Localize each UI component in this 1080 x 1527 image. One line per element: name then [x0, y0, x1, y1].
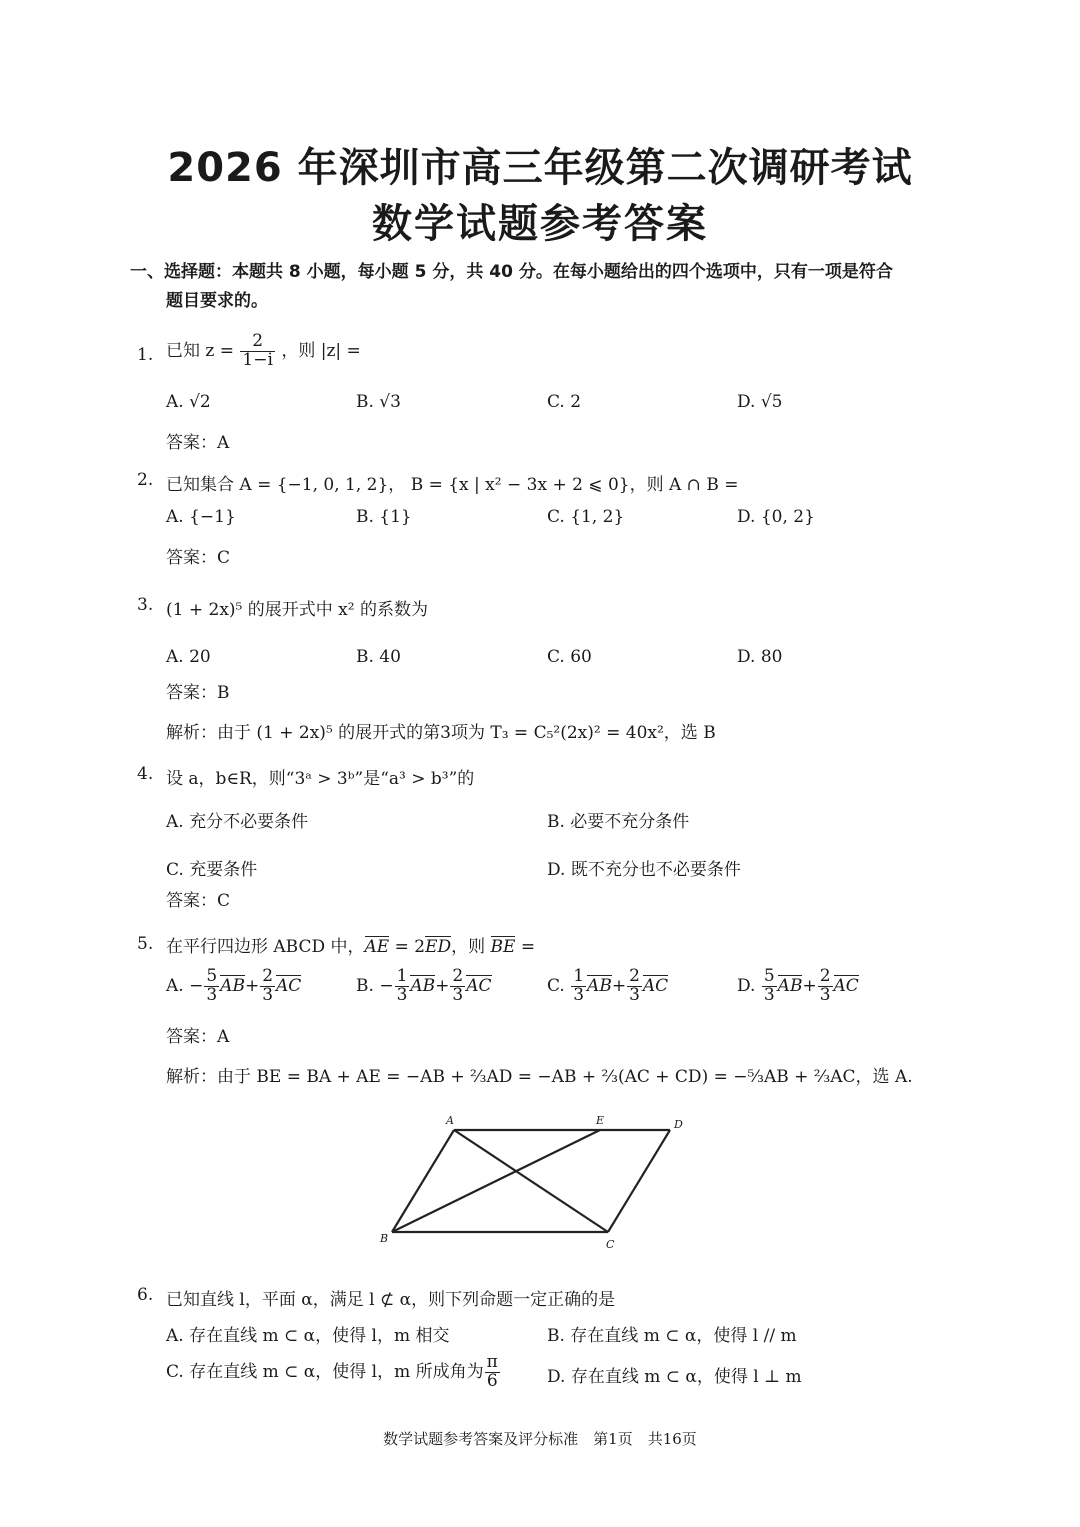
q5-stem-post: ，则	[451, 937, 491, 957]
q4-option-c: C. 充要条件	[166, 860, 258, 880]
q2-answer	[166, 543, 230, 568]
coef1-den: 3	[763, 984, 775, 1005]
q6-option-c-text: C. 存在直线 m ⊂ α，使得 l，m 所成角为	[166, 1361, 484, 1382]
q1-answer-value: A	[217, 433, 230, 453]
q6-option-b: B. 存在直线 m ⊂ α，使得 l // m	[547, 1326, 797, 1346]
q3-option-c: C. 60	[547, 647, 592, 667]
q3-analysis-text: 由于 (1 + 2x)⁵ 的展开式的第3项为 T₃ = C₅²(2x)² = 40x²，选 B	[217, 723, 716, 743]
q4-option-b: B. 必要不充分条件	[547, 812, 690, 832]
coef1-fraction	[204, 968, 219, 1005]
q4-option-d: D. 既不充分也不必要条件	[547, 860, 741, 880]
vector-ac: AC	[642, 975, 669, 996]
coef2-num: 2	[262, 966, 274, 986]
q1-stem-post: ，则 |z| =	[281, 340, 361, 361]
q2-option-d: D. {0, 2}	[737, 507, 815, 527]
coef2-den: 3	[452, 984, 464, 1005]
q1-stem-pre: 已知 z =	[166, 340, 240, 361]
vector-ac: AC	[276, 975, 302, 996]
q6-option-c	[166, 1354, 501, 1391]
answer-label: 答案：	[166, 548, 217, 568]
label-c: C	[606, 1238, 615, 1251]
q6-angle-fraction	[485, 1354, 500, 1391]
coef2-fraction	[627, 968, 642, 1005]
q6-option-d: D. 存在直线 m ⊂ α，使得 l ⊥ m	[547, 1367, 802, 1387]
q6-frac-num: π	[486, 1352, 498, 1372]
option-letter: B.	[356, 975, 374, 996]
q3-number: 3.	[137, 595, 154, 615]
q2-answer-value: C	[217, 548, 231, 568]
q3-answer-value: B	[217, 683, 230, 703]
label-d: D	[674, 1118, 683, 1131]
q5-number: 5.	[137, 934, 154, 954]
q5-answer	[166, 1022, 229, 1047]
q3-analysis	[166, 718, 716, 743]
q5-answer-value: A	[217, 1027, 230, 1047]
q1-option-d: D. √5	[737, 392, 783, 412]
coef-sign: −	[189, 975, 204, 996]
coef2-fraction	[260, 968, 275, 1005]
q5-option-a: A. − $\frac{5}{3}$ AB+ $\frac{2}{3}$ AC	[166, 966, 302, 1005]
analysis-label: 解析：	[166, 723, 217, 743]
answer-label: 答案：	[166, 433, 217, 453]
coef2-num: 2	[452, 966, 464, 986]
label-b: B	[380, 1232, 389, 1245]
q2-option-b: B. {1}	[356, 507, 412, 527]
q1-number: 1.	[137, 345, 154, 365]
q1-frac-num: 2	[240, 333, 275, 352]
q5-stem-pre: 在平行四边形 ABCD 中，	[166, 937, 365, 957]
q3-option-b: B. 40	[356, 647, 401, 667]
q5-vector-ed: ED	[425, 937, 452, 957]
coef2-fraction	[818, 968, 833, 1005]
section-line-1: 一、选择题：本题共 8 小题，每小题 5 分，共 40 分。在每小题给出的四个选项中，只有一项是符合	[130, 262, 893, 282]
coef1-fraction	[571, 968, 586, 1005]
vector-ab: AB	[587, 975, 612, 996]
option-letter: A.	[166, 975, 184, 996]
q1-frac-den: 1−i	[242, 349, 273, 370]
diagonal-ac	[454, 1130, 608, 1232]
q4-answer	[166, 886, 230, 911]
parallelogram-diagram	[370, 1110, 700, 1255]
coef2-den: 3	[819, 984, 831, 1005]
q3-stem: (1 + 2x)⁵ 的展开式中 x² 的系数为	[166, 600, 428, 620]
coef2-num: 2	[819, 966, 831, 986]
q5-stem-mid: = 2	[389, 937, 426, 957]
q5-option-b: B. − $\frac{1}{3}$ AB+ $\frac{2}{3}$ AC	[356, 966, 492, 1005]
option-letter: D.	[737, 975, 756, 996]
analysis-label: 解析：	[166, 1067, 217, 1087]
coef1-den: 3	[396, 984, 408, 1005]
coef1-num: 1	[396, 966, 408, 986]
answer-label: 答案：	[166, 1027, 217, 1047]
vector-ab: AB	[777, 975, 803, 996]
q5-analysis-text: 由于 BE = BA + AE = −AB + ⅔AD = −AB + ⅔(AC + CD) = −⁵⁄₃AB + ⅔AC，选 A.	[217, 1067, 913, 1087]
q3-option-d: D. 80	[737, 647, 783, 667]
coef-sign: −	[379, 975, 394, 996]
vector-ac: AC	[833, 975, 859, 996]
q2-option-c: C. {1, 2}	[547, 507, 625, 527]
coef1-num: 1	[573, 966, 585, 986]
q3-answer	[166, 678, 230, 703]
answer-label: 答案：	[166, 683, 217, 703]
q6-stem: 已知直线 l，平面 α，满足 l ⊄ α，则下列命题一定正确的是	[166, 1290, 616, 1310]
q3-option-a: A. 20	[166, 647, 211, 667]
q5-vector-ae: AE	[364, 937, 390, 957]
q5-option-c: C. $\frac{1}{3}$ AB+ $\frac{2}{3}$ AC	[547, 966, 669, 1005]
q5-option-d: D. $\frac{5}{3}$ AB+ $\frac{2}{3}$ AC	[737, 966, 859, 1005]
q4-number: 4.	[137, 764, 154, 784]
q5-analysis	[166, 1062, 913, 1087]
option-letter: C.	[547, 975, 565, 996]
edge-dc	[608, 1130, 670, 1232]
q4-stem: 设 a，b∈R，则“3ᵃ > 3ᵇ”是“a³ > b³”的	[166, 769, 475, 789]
q1-option-a: A. √2	[166, 392, 211, 412]
coef1-den: 3	[206, 984, 218, 1005]
q5-stem-end: =	[515, 937, 536, 957]
vector-ac: AC	[466, 975, 492, 996]
q1-answer	[166, 428, 229, 453]
coef1-num: 5	[763, 966, 775, 986]
q5-vector-be: BE	[490, 937, 516, 957]
q4-answer-value: C	[217, 891, 231, 911]
coef1-den: 3	[573, 984, 585, 1005]
q6-frac-den: 6	[486, 1370, 498, 1391]
q5-stem	[166, 932, 535, 957]
q1-stem	[166, 333, 361, 370]
q1-option-b: B. √3	[356, 392, 401, 412]
label-a: A	[446, 1114, 454, 1127]
section-heading	[130, 258, 960, 316]
label-e: E	[596, 1114, 605, 1127]
vector-ab: AB	[410, 975, 436, 996]
coef2-num: 2	[629, 966, 640, 986]
coef1-fraction	[762, 968, 777, 1005]
section-line-2: 题目要求的。	[166, 291, 268, 311]
q2-option-a: A. {−1}	[166, 507, 236, 527]
answer-label: 答案：	[166, 891, 217, 911]
coef1-num: 5	[206, 966, 218, 986]
title-line-1: 2026 年深圳市高三年级第二次调研考试	[167, 145, 913, 191]
q4-option-a: A. 充分不必要条件	[166, 812, 309, 832]
coef2-fraction	[450, 968, 465, 1005]
vector-ab: AB	[220, 975, 245, 996]
q1-fraction	[240, 333, 275, 370]
coef2-den: 3	[262, 984, 274, 1005]
q1-option-c: C. 2	[547, 392, 582, 412]
q2-stem: 已知集合 A = {−1, 0, 1, 2}， B = {x | x² − 3x + 2 ⩽ 0}，则 A ∩ B =	[166, 475, 739, 495]
q6-option-a: A. 存在直线 m ⊂ α，使得 l，m 相交	[166, 1326, 450, 1346]
coef2-den: 3	[629, 984, 640, 1005]
q2-number: 2.	[137, 470, 154, 490]
page-footer: 数学试题参考答案及评分标准 第1页 共16页	[383, 1430, 697, 1448]
q6-number: 6.	[137, 1285, 154, 1305]
coef1-fraction	[395, 968, 410, 1005]
title-line-2: 数学试题参考答案	[372, 201, 708, 247]
